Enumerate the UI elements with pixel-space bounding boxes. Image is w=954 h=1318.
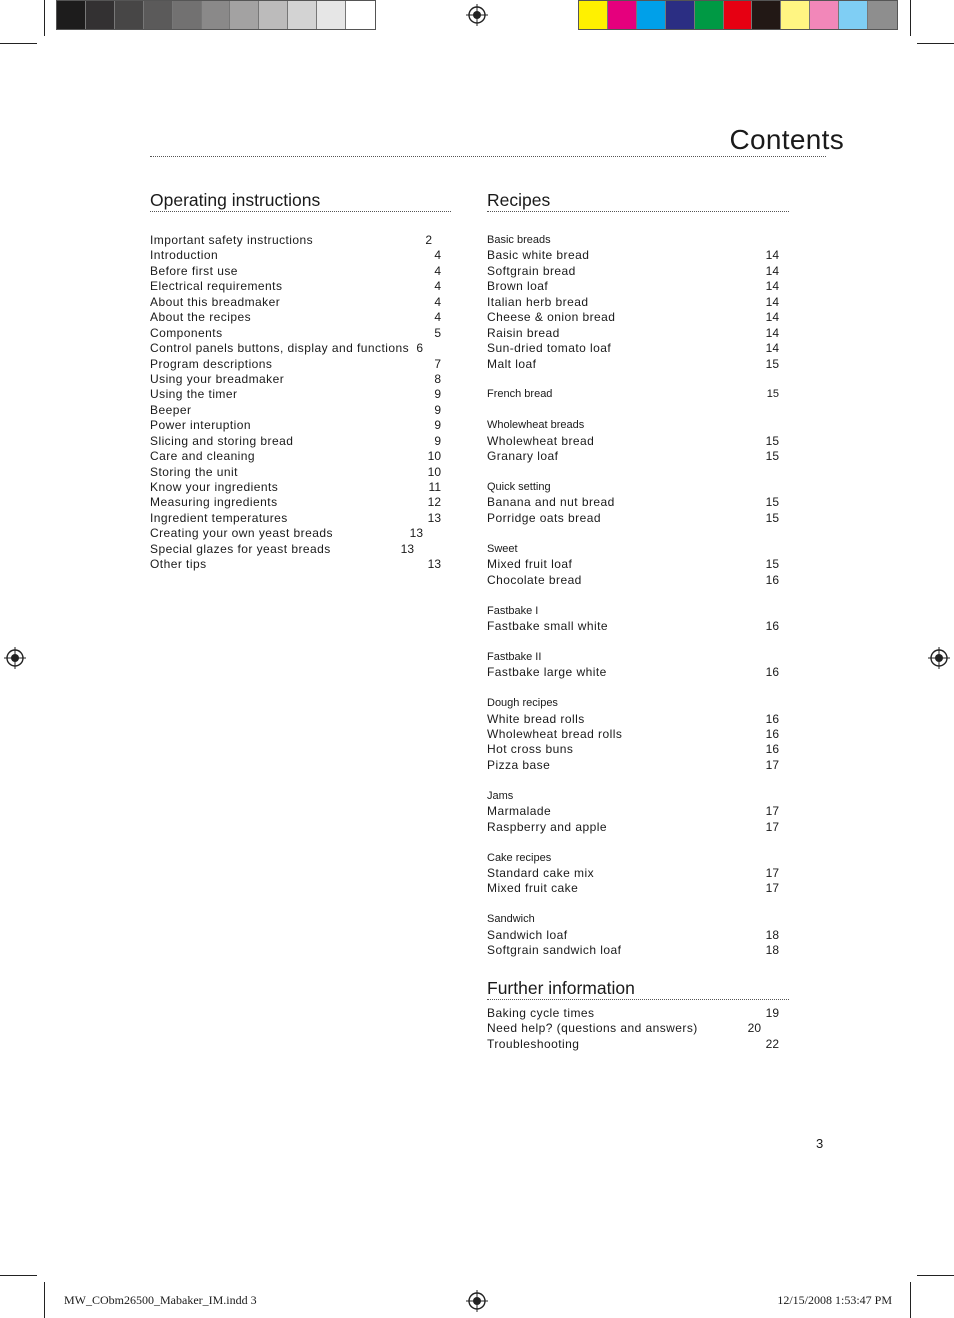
toc-entry	[487, 866, 787, 881]
toc-label: Softgrain sandwich loaf	[487, 943, 622, 958]
toc-label: Ingredient temperatures	[150, 510, 288, 525]
toc-entry	[487, 310, 787, 325]
toc-entry	[150, 326, 450, 341]
toc-label: Introduction	[150, 248, 219, 263]
toc-label: Cake recipes	[487, 851, 552, 864]
toc-entry	[487, 495, 787, 510]
toc-label: Need help? (questions and answers)	[487, 1021, 698, 1036]
toc-label: Fastbake I	[487, 604, 539, 617]
toc-entry	[487, 804, 787, 819]
toc-label: Fastbake small white	[487, 618, 609, 633]
toc-page-number: 17	[765, 881, 779, 896]
toc-label: Using the timer	[150, 387, 238, 402]
crop-mark	[910, 0, 911, 36]
toc-label: Jams	[487, 789, 514, 802]
slug-timestamp: 12/15/2008 1:53:47 PM	[777, 1293, 892, 1307]
toc-entry	[487, 573, 787, 588]
toc-page-number: 13	[409, 526, 423, 541]
toc-label: Mixed fruit cake	[487, 881, 579, 896]
toc-page-number: 18	[765, 943, 779, 958]
toc-entry	[487, 295, 787, 310]
grayscale-bar	[56, 0, 376, 30]
toc-entry	[487, 341, 787, 356]
toc-label: Granary loaf	[487, 449, 559, 464]
toc-subheading	[487, 480, 787, 495]
toc-spacer	[487, 634, 787, 649]
toc-page-number: 14	[765, 263, 779, 278]
toc-page-number: 17	[765, 819, 779, 834]
toc-page-number: 15	[765, 510, 779, 525]
toc-subheading	[487, 387, 787, 402]
toc-entry	[150, 233, 450, 248]
toc-page-number: 4	[434, 310, 441, 325]
toc-entry	[487, 434, 787, 449]
toc-page-number: 22	[765, 1036, 779, 1051]
toc-label: Wholewheat bread rolls	[487, 727, 623, 741]
toc-subheading	[487, 650, 787, 665]
toc-label: Pizza base	[487, 757, 551, 772]
toc-label: Sandwich	[487, 913, 535, 926]
toc-label: Slicing and storing bread	[150, 433, 294, 448]
toc-label: Wholewheat breads	[487, 419, 585, 432]
toc-spacer	[487, 372, 787, 387]
toc-entry	[150, 357, 450, 372]
toc-page-number: 9	[434, 433, 441, 448]
toc-entry	[150, 279, 450, 294]
toc-label: Creating your own yeast breads	[150, 526, 333, 541]
color-swatch	[115, 1, 144, 29]
toc-entry	[487, 1021, 787, 1036]
toc-page-number: 16	[765, 665, 779, 680]
toc-label: French bread	[487, 388, 553, 401]
toc-label: Beeper	[150, 402, 192, 417]
color-swatch	[810, 1, 839, 29]
toc-entry	[487, 619, 787, 634]
toc-page-number: 10	[427, 449, 441, 464]
section-heading-recipes: Recipes	[487, 190, 551, 210]
toc-label: Quick setting	[487, 481, 551, 493]
toc-label: Sweet	[487, 542, 518, 555]
toc-page-number: 9	[434, 418, 441, 433]
toc-label: Basic breads	[487, 234, 551, 246]
toc-label: Know your ingredients	[150, 480, 279, 494]
toc-label: Cheese & onion bread	[487, 310, 616, 325]
toc-page-number: 15	[765, 495, 779, 510]
toc-label: Basic white bread	[487, 248, 590, 263]
toc-entry	[150, 372, 450, 387]
toc-subheading	[487, 851, 787, 866]
toc-entry	[150, 387, 450, 402]
toc-page-number: 20	[747, 1021, 761, 1036]
toc-page-number: 15	[766, 388, 779, 401]
toc-label: Wholewheat bread	[487, 433, 595, 448]
title-divider	[150, 156, 826, 157]
toc-page-number: 14	[765, 325, 779, 340]
toc-spacer	[487, 526, 787, 541]
toc-subheading	[487, 912, 787, 927]
color-swatch	[259, 1, 288, 29]
toc-label: Marmalade	[487, 804, 552, 819]
toc-label: White bread rolls	[487, 711, 585, 726]
color-swatch	[868, 1, 897, 29]
toc-label: Brown loaf	[487, 279, 549, 294]
toc-entry	[487, 1037, 787, 1052]
toc-page-number: 14	[765, 294, 779, 309]
toc-page-number: 16	[765, 727, 779, 741]
crop-mark	[44, 0, 45, 36]
toc-label: Sun-dried tomato loaf	[487, 341, 612, 356]
section-heading-operating: Operating instructions	[150, 190, 321, 210]
toc-label: Components	[150, 325, 223, 340]
toc-label: Other tips	[150, 557, 207, 572]
toc-page-number: 4	[434, 248, 441, 263]
toc-subheading	[487, 604, 787, 619]
toc-page-number: 16	[765, 742, 779, 757]
toc-entry	[487, 928, 787, 943]
color-swatch	[173, 1, 202, 29]
toc-label: Raspberry and apple	[487, 819, 607, 834]
color-swatch	[781, 1, 810, 29]
toc-entry	[150, 465, 450, 480]
color-swatch	[144, 1, 173, 29]
toc-label: Care and cleaning	[150, 449, 256, 464]
color-swatch	[608, 1, 637, 29]
toc-subheading	[487, 233, 787, 248]
toc-entry	[487, 557, 787, 572]
toc-subheading	[487, 789, 787, 804]
further-toc-list	[487, 1006, 787, 1052]
toc-entry	[150, 295, 450, 310]
toc-label: Italian herb bread	[487, 294, 589, 309]
crop-mark	[0, 1275, 37, 1276]
toc-entry	[487, 357, 787, 372]
toc-entry	[150, 434, 450, 449]
toc-entry	[487, 1006, 787, 1021]
toc-page-number: 15	[765, 356, 779, 371]
section-divider	[487, 211, 789, 212]
toc-page-number: 13	[427, 510, 441, 525]
toc-page-number: 16	[765, 572, 779, 587]
crop-mark	[917, 43, 954, 44]
section-heading-further: Further information	[487, 978, 635, 998]
page-number: 3	[816, 1136, 824, 1151]
toc-entry	[150, 557, 450, 572]
toc-page-number: 15	[765, 557, 779, 572]
page-title: Contents	[729, 124, 844, 155]
toc-page-number: 14	[765, 279, 779, 294]
color-swatch	[839, 1, 868, 29]
toc-entry	[487, 326, 787, 341]
toc-entry	[487, 758, 787, 773]
toc-label: Hot cross buns	[487, 742, 574, 757]
color-swatch	[57, 1, 86, 29]
crop-mark	[917, 1275, 954, 1276]
toc-page-number: 12	[427, 495, 441, 510]
crop-mark	[44, 1282, 45, 1318]
color-swatch	[637, 1, 666, 29]
toc-page-number: 2	[425, 233, 432, 247]
toc-label: Softgrain bread	[487, 263, 576, 278]
toc-label: About this breadmaker	[150, 294, 281, 309]
toc-page-number: 16	[765, 711, 779, 726]
section-divider	[487, 999, 789, 1000]
toc-label: Porridge oats bread	[487, 510, 601, 525]
toc-page-number: 10	[427, 464, 441, 479]
toc-label: Chocolate bread	[487, 572, 582, 587]
toc-page-number: 17	[765, 757, 779, 772]
toc-label: Fastbake II	[487, 650, 542, 663]
toc-page-number: 8	[434, 371, 441, 386]
toc-label: Program descriptions	[150, 356, 273, 371]
toc-label: Electrical requirements	[150, 279, 283, 294]
color-swatch	[288, 1, 317, 29]
toc-entry	[487, 279, 787, 294]
toc-label: Storing the unit	[150, 464, 238, 479]
toc-entry	[150, 248, 450, 263]
toc-label: Before first use	[150, 263, 238, 278]
toc-entry	[150, 495, 450, 510]
toc-spacer	[487, 773, 787, 788]
toc-entry	[150, 449, 450, 464]
toc-subheading	[487, 542, 787, 557]
toc-entry	[150, 480, 450, 495]
toc-entry	[150, 526, 450, 541]
color-swatch	[752, 1, 781, 29]
toc-label: Standard cake mix	[487, 865, 595, 880]
section-divider	[150, 211, 451, 212]
toc-entry	[487, 820, 787, 835]
recipes-toc-list	[487, 233, 787, 959]
toc-page-number: 4	[434, 263, 441, 278]
color-swatch	[346, 1, 375, 29]
toc-label: Power interuption	[150, 418, 252, 433]
color-swatch	[695, 1, 724, 29]
toc-entry	[150, 264, 450, 279]
color-bar	[578, 0, 898, 30]
toc-label: Special glazes for yeast breads	[150, 541, 331, 556]
toc-spacer	[487, 465, 787, 480]
toc-entry	[150, 418, 450, 433]
toc-page-number: 13	[427, 557, 441, 572]
toc-entry	[150, 542, 450, 557]
toc-label: Sandwich loaf	[487, 927, 568, 942]
toc-page-number: 15	[765, 449, 779, 464]
registration-mark-icon	[4, 647, 26, 669]
color-swatch	[579, 1, 608, 29]
toc-label: Banana and nut bread	[487, 495, 615, 510]
color-swatch	[317, 1, 346, 29]
toc-entry	[487, 712, 787, 727]
toc-spacer	[487, 681, 787, 696]
toc-label: Mixed fruit loaf	[487, 557, 573, 572]
toc-entry	[487, 742, 787, 757]
toc-label: Baking cycle times	[487, 1006, 595, 1020]
slug-filename: MW_CObm26500_Mabaker_IM.indd 3	[64, 1293, 257, 1307]
toc-subheading	[487, 696, 787, 711]
toc-entry	[487, 665, 787, 680]
toc-page-number: 19	[765, 1006, 779, 1020]
toc-label: Fastbake large white	[487, 665, 607, 680]
toc-spacer	[487, 403, 787, 418]
toc-page-number: 5	[434, 325, 441, 340]
toc-entry	[150, 341, 450, 356]
toc-page-number: 4	[434, 294, 441, 309]
toc-label: About the recipes	[150, 310, 252, 325]
registration-mark-icon	[466, 1290, 488, 1312]
crop-mark	[0, 43, 37, 44]
toc-entry	[487, 727, 787, 742]
toc-spacer	[487, 588, 787, 603]
toc-label: Important safety instructions	[150, 233, 314, 247]
registration-mark-icon	[928, 647, 950, 669]
toc-entry	[150, 511, 450, 526]
toc-page-number: 16	[765, 618, 779, 633]
toc-label: Malt loaf	[487, 356, 537, 371]
color-swatch	[230, 1, 259, 29]
color-swatch	[724, 1, 753, 29]
toc-page-number: 17	[765, 865, 779, 880]
toc-page-number: 9	[434, 387, 441, 402]
toc-label: Measuring ingredients	[150, 495, 278, 510]
registration-mark-icon	[466, 4, 488, 26]
toc-subheading	[487, 418, 787, 433]
toc-entry	[150, 310, 450, 325]
toc-spacer	[487, 835, 787, 850]
toc-label: Dough recipes	[487, 697, 558, 710]
color-swatch	[86, 1, 115, 29]
toc-entry	[150, 403, 450, 418]
toc-label: Control panels buttons, display and functions	[150, 341, 410, 356]
toc-page-number: 4	[434, 279, 441, 294]
toc-label: Raisin bread	[487, 325, 560, 340]
color-swatch	[666, 1, 695, 29]
toc-page-number: 14	[765, 341, 779, 356]
toc-label: Using your breadmaker	[150, 371, 285, 386]
crop-mark	[910, 1282, 911, 1318]
toc-page-number: 6	[416, 341, 423, 356]
toc-page-number: 18	[765, 927, 779, 942]
toc-entry	[487, 881, 787, 896]
toc-entry	[487, 943, 787, 958]
toc-page-number: 9	[434, 402, 441, 417]
operating-toc-list	[150, 233, 450, 573]
toc-spacer	[487, 897, 787, 912]
toc-page-number: 11	[428, 480, 441, 494]
toc-page-number: 17	[765, 804, 779, 819]
toc-entry	[487, 248, 787, 263]
toc-page-number: 13	[400, 541, 414, 556]
toc-entry	[487, 449, 787, 464]
toc-page-number: 14	[765, 248, 779, 263]
toc-page-number: 7	[434, 356, 441, 371]
toc-page-number: 15	[765, 433, 779, 448]
toc-entry	[487, 264, 787, 279]
color-swatch	[202, 1, 231, 29]
toc-entry	[487, 511, 787, 526]
toc-label: Troubleshooting	[487, 1036, 580, 1051]
toc-page-number: 14	[765, 310, 779, 325]
